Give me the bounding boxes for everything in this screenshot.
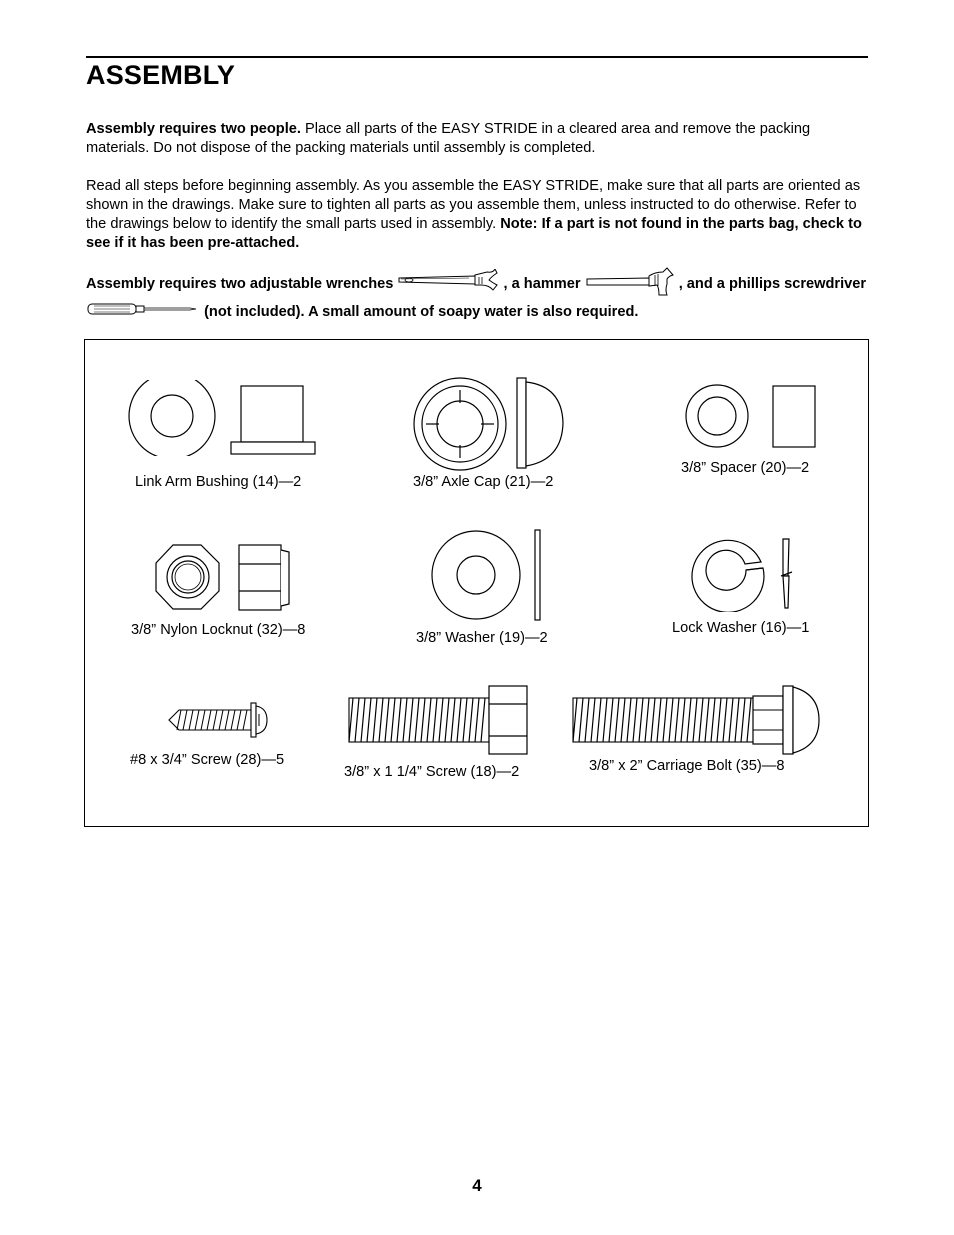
label-washer: 3/8” Washer (19)—2: [416, 630, 548, 646]
tools-text-2: , a hammer: [503, 275, 581, 292]
label-nylon-locknut: 3/8” Nylon Locknut (32)—8: [131, 622, 306, 638]
top-rule: [86, 56, 868, 58]
screw-38-drawing: [345, 684, 531, 756]
instructions-text: Read all steps before beginning assembly. As you assemble the EASY STRIDE, make sure that all parts are oriented as shown in the drawings. Make sure to tighten all parts as you assemble them, unless instructed to do otherwise. Refer to the drawings below to identify the small parts used in assembly.: [86, 178, 861, 232]
nylon-locknut-drawing: [155, 544, 297, 612]
link-arm-bushing-drawing: [127, 380, 327, 456]
label-spacer: 3/8” Spacer (20)—2: [681, 460, 810, 476]
label-screw-38: 3/8” x 1 1/4” Screw (18)—2: [344, 764, 520, 780]
instructions-paragraph: [86, 177, 871, 253]
tools-text-1: Assembly requires two adjustable wrenches: [86, 275, 394, 292]
phillips-screwdriver-icon: [86, 302, 200, 322]
hammer-icon: [585, 266, 675, 302]
intro-paragraph: [86, 120, 871, 158]
page-title: ASSEMBLY: [86, 60, 236, 90]
adjustable-wrench-icon: [397, 269, 499, 299]
axle-cap-drawing: [412, 376, 568, 472]
carriage-bolt-drawing: [571, 684, 823, 756]
instructions-note: Note: If a part is not found in the parts bag, check to see if it has been pre-attached.: [86, 216, 862, 251]
page-number: 4: [472, 1176, 482, 1195]
intro-lead: Assembly requires two people.: [86, 121, 301, 137]
lock-washer-drawing: [689, 536, 801, 612]
label-axle-cap: 3/8” Axle Cap (21)—2: [413, 474, 554, 490]
screw-8-drawing: [165, 700, 269, 740]
label-screw-8: #8 x 3/4” Screw (28)—5: [130, 752, 285, 768]
label-link-arm-bushing: Link Arm Bushing (14)—2: [135, 474, 302, 490]
washer-drawing: [431, 528, 547, 622]
tools-text-4: (not included). A small amount of soapy water is also required.: [204, 304, 639, 320]
spacer-drawing: [683, 384, 819, 450]
parts-identification-box: [84, 339, 869, 827]
intro-text: Place all parts of the EASY STRIDE in a cleared area and remove the packing materials. Do not dispose of the packing materials until assembly is completed.: [86, 121, 811, 156]
tools-paragraph: [86, 266, 871, 322]
label-lock-washer: Lock Washer (16)—1: [672, 620, 810, 636]
tools-text-3: , and a phillips screwdriver: [678, 275, 867, 292]
label-carriage-bolt: 3/8” x 2” Carriage Bolt (35)—8: [589, 758, 785, 774]
